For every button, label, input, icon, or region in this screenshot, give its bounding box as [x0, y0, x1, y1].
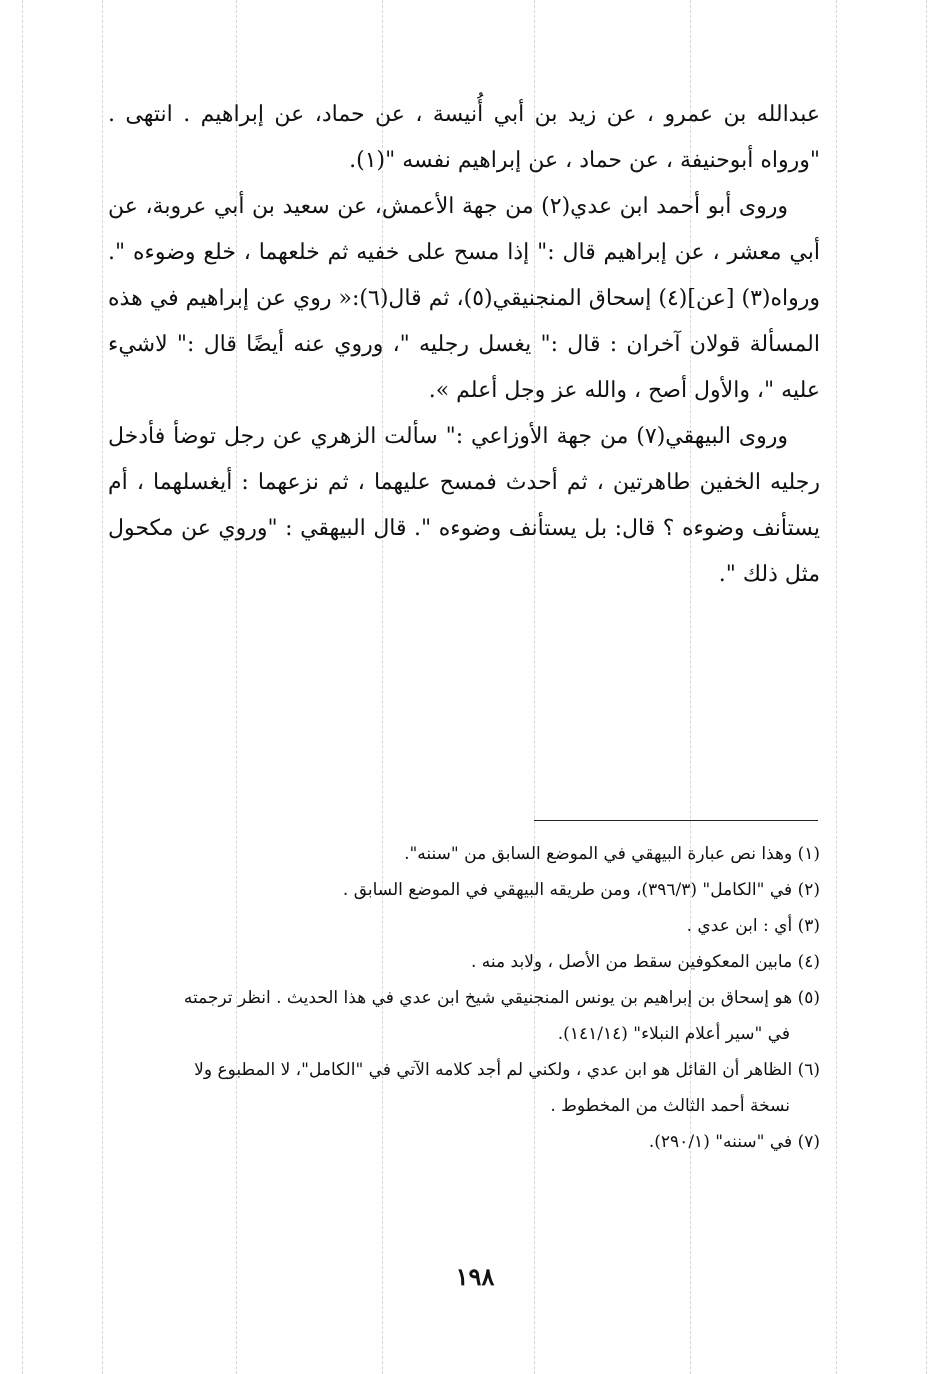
scan-line: [102, 0, 103, 1374]
footnotes: [108, 836, 820, 1160]
scan-line: [926, 0, 927, 1374]
footnote-7: (٧) في "سننه" (٢٩٠/١).: [648, 1132, 820, 1152]
footnote-separator: [534, 820, 818, 821]
paragraph-3: وروى البيهقي(٧) من جهة الأوزاعي :" سألت الزهري عن رجل توضأ فأدخل رجليه الخفين طاهرتين ، ثم أحدث فمسح عليهما ، ثم نزعهما : أيغسلهما ، أم يستأنف وضوءه ؟ قال: بل يستأنف وضوءه ". قال البيهقي : "وروي عن مكحول مثل ذلك ".: [108, 424, 820, 587]
main-text: [108, 92, 820, 598]
footnote-5: (٥) هو إسحاق بن إبراهيم بن يونس المنجنيقي شيخ ابن عدي في هذا الحديث . انظر ترجمته: [183, 988, 820, 1008]
footnote-3: (٣) أي : ابن عدي .: [686, 916, 820, 936]
footnote-4: (٤) مابين المعكوفين سقط من الأصل ، ولابد منه .: [471, 952, 820, 972]
footnote-5-continuation: في "سير أعلام النبلاء" (١٤١/١٤).: [557, 1024, 790, 1044]
footnote-6-continuation: نسخة أحمد الثالث من المخطوط .: [550, 1096, 790, 1116]
scan-line: [22, 0, 23, 1374]
scan-line: [836, 0, 837, 1374]
footnote-1: (١) وهذا نص عبارة البيهقي في الموضع السابق من "سننه".: [404, 844, 820, 864]
footnote-6: (٦) الظاهر أن القائل هو ابن عدي ، ولكني لم أجد كلامه الآتي في "الكامل"، لا المطبوع ولا: [194, 1060, 820, 1080]
paragraph-2: وروى أبو أحمد ابن عدي(٢) من جهة الأعمش، عن سعيد بن أبي عروبة، عن أبي معشر ، عن إبراهيم قال :" إذا مسح على خفيه ثم خلعهما ، خلع وضوءه ". ورواه(٣) [عن](٤) إسحاق المنجنيقي(٥)، ثم قال(٦):« روي عن إبراهيم في هذه المسألة قولان آخران : قال :" يغسل رجليه "، وروي عنه أيضًا قال :" لاشيء عليه "، والأول أصح ، والله عز وجل أعلم ».: [108, 194, 820, 403]
page-number: ١٩٨: [455, 1262, 495, 1291]
paragraph-1: عبدالله بن عمرو ، عن زيد بن أبي أُنيسة ، عن حماد، عن إبراهيم . انتهى . "ورواه أبوحنيفة ، عن حماد ، عن إبراهيم نفسه "(١).: [108, 102, 820, 173]
footnote-2: (٢) في "الكامل" (٣٩٦/٣)، ومن طريقه البيهقي في الموضع السابق .: [342, 880, 820, 900]
